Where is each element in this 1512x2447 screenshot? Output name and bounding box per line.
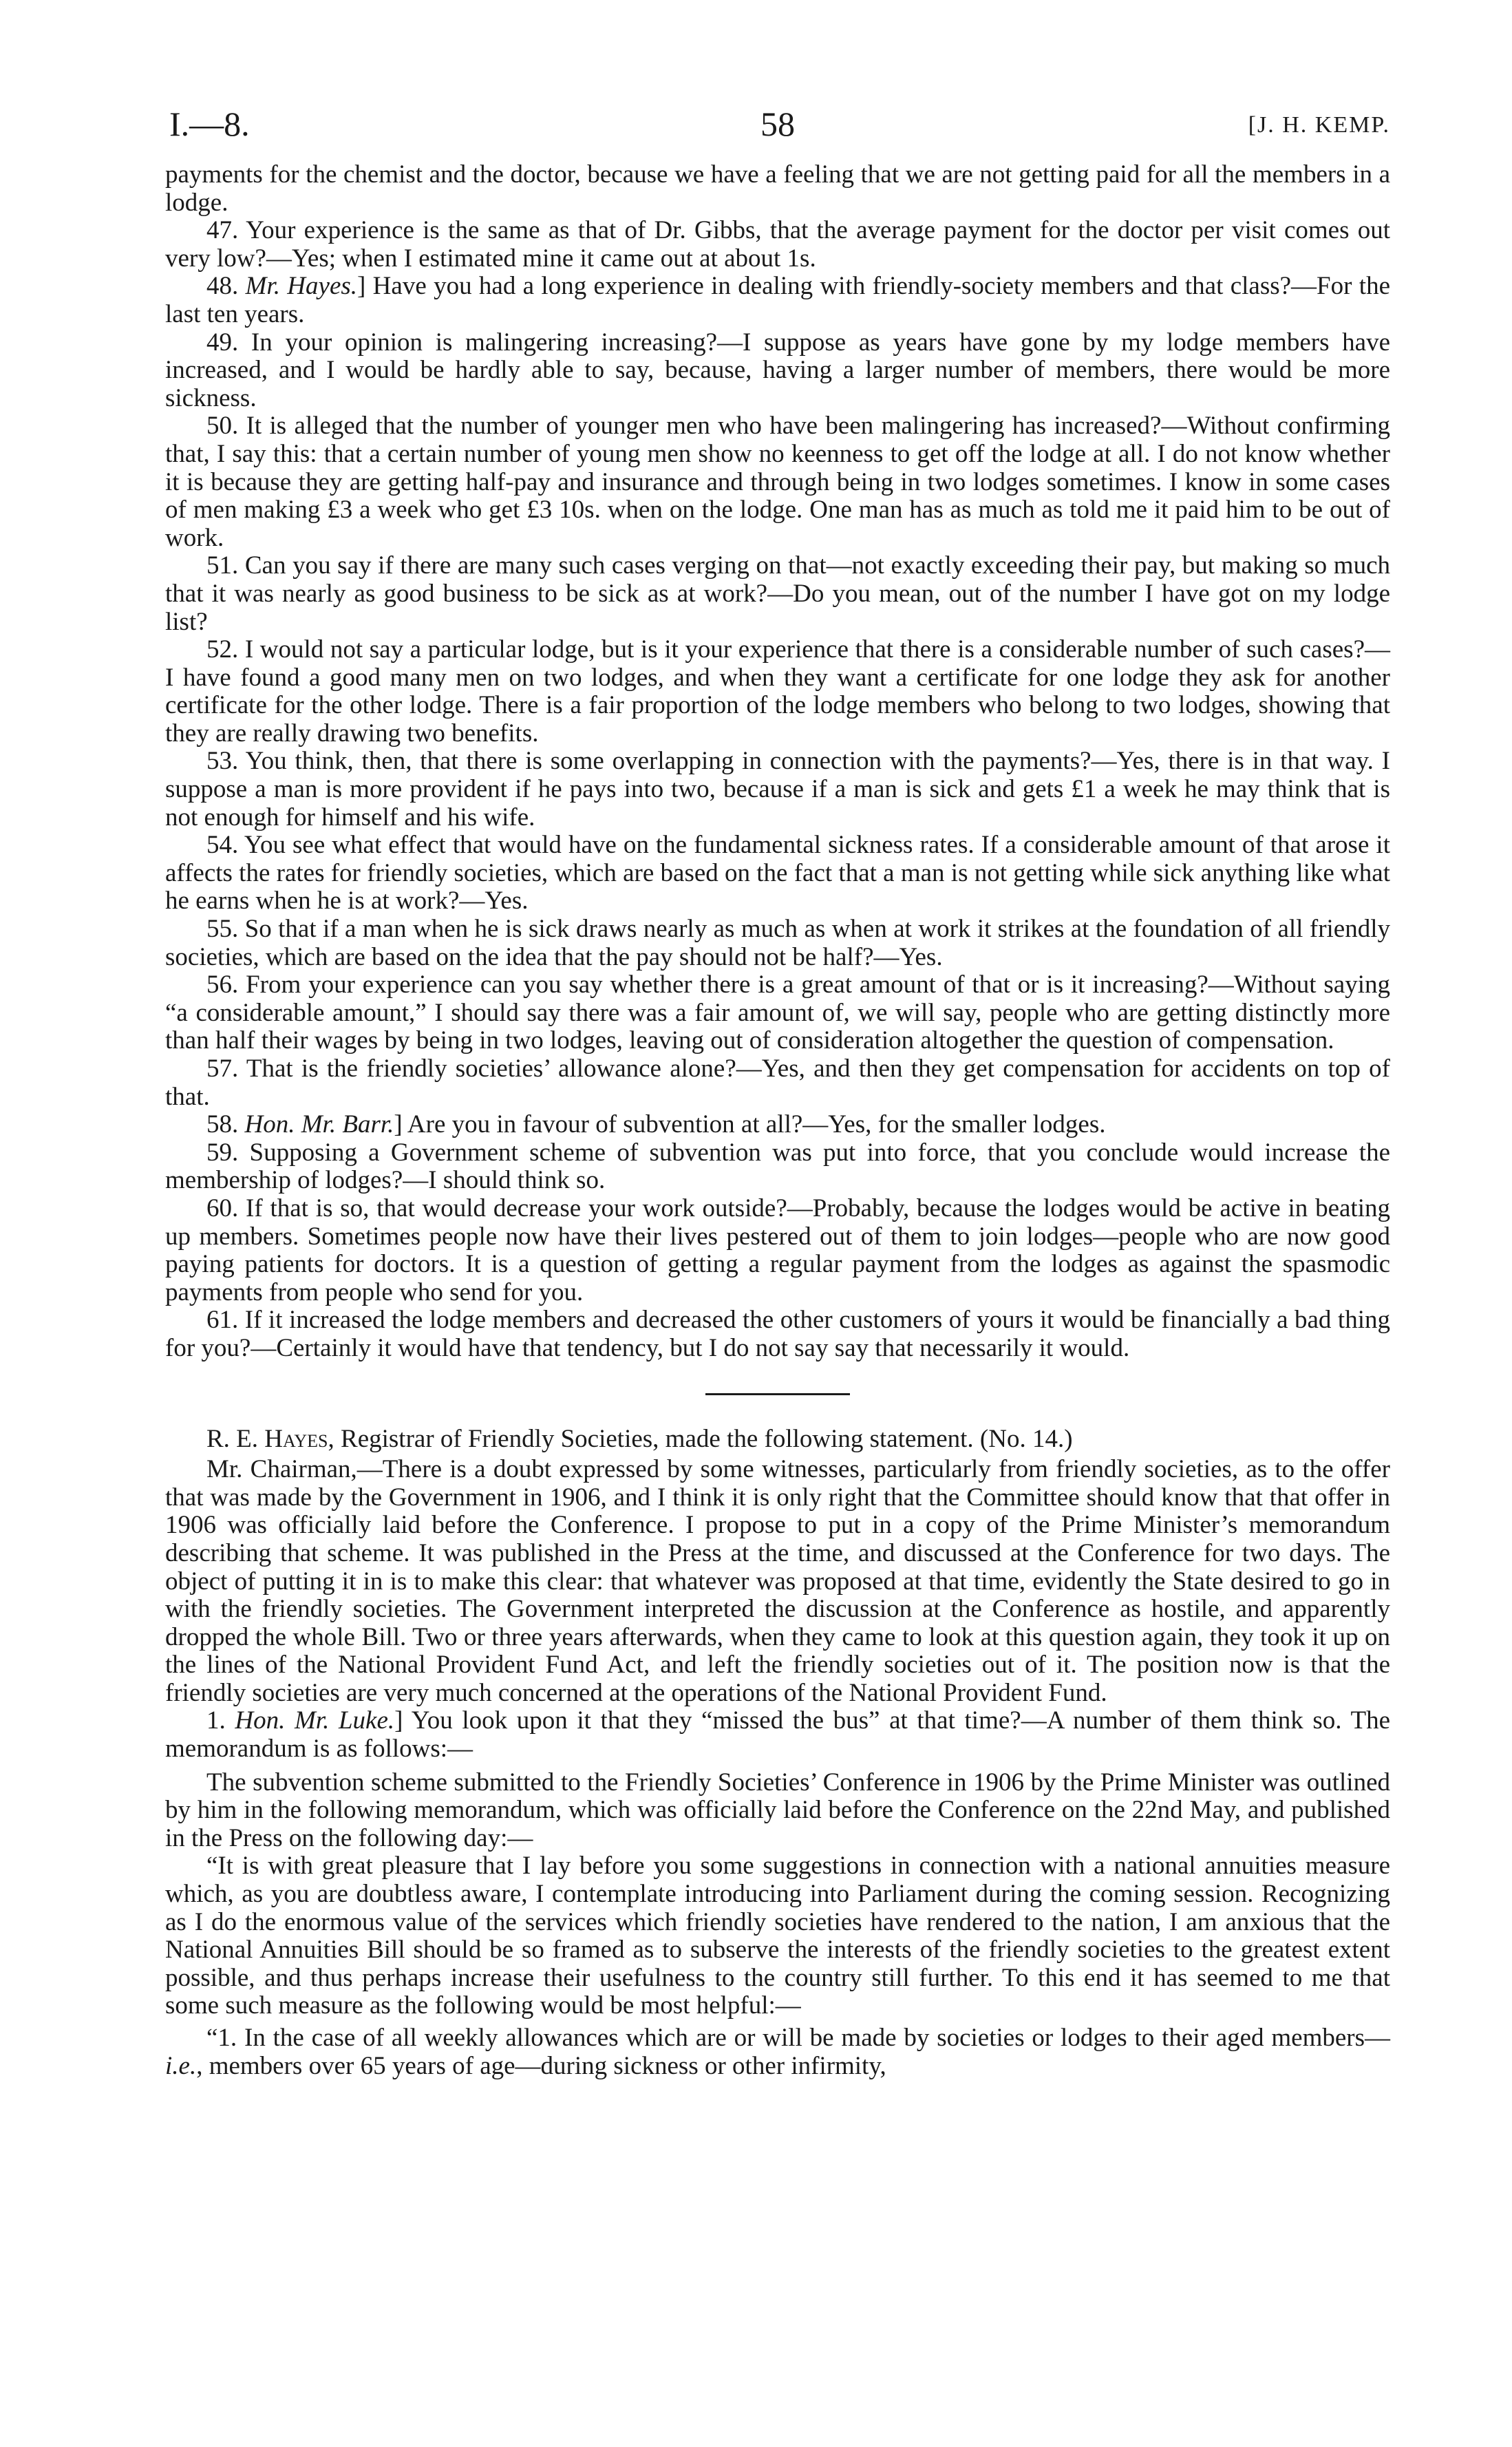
question-59: 59. Supposing a Government scheme of subvention was put into force, that you conclude would increase the membership of lodges?—I should think so.	[165, 1138, 1390, 1195]
document-page	[165, 103, 1390, 2080]
speaker-name: Mr. Hayes.	[245, 272, 358, 301]
question-list	[165, 217, 1390, 1362]
question-53: 53. You think, then, that there is some overlapping in connection with the payments?—Yes, there is in that way. I suppose a man is more provident if he pays into two, because if a man is sick and gets £1 a week he may think that is not enough for himself and his wife.	[165, 747, 1390, 831]
speaker-name: Hon. Mr. Luke.	[235, 1706, 395, 1735]
question-47: 47. Your experience is the same as that of Dr. Gibbs, that the average payment for the doctor per visit comes out very low?—Yes; when I estimated mine it came out at about 1s.	[165, 216, 1390, 273]
memorandum-introduction: The subvention scheme submitted to the Friendly Societies’ Conference in 1906 by the Prime Minister was outlined by him in the following memorandum, which was officially laid before the Conference on the 22nd May, and published in the Press on the following day:—	[165, 1768, 1390, 1852]
page-header	[165, 103, 1390, 161]
question-54: 54. You see what effect that would have on the fundamental sickness rates. If a considerable amount of that arose it affects the rates for friendly societies, which are based on the fact that a man is not getting while sick anything like what he earns when he is at work?—Yes.	[165, 831, 1390, 915]
question-61: 61. If it increased the lodge members and decreased the other customers of yours it would be financially a bad thing for you?—Certainly it would have that tendency, but I do not say say that necessarily it would.	[165, 1306, 1390, 1362]
question-48: 48. Mr. Hayes.] Have you had a long experience in dealing with friendly-society members and that class?—For the last ten years.	[165, 272, 1390, 328]
question-57: 57. That is the friendly societies’ allowance alone?—Yes, and then they get compensation for accidents on top of that.	[165, 1055, 1390, 1111]
witness-name: R. E. Hayes	[206, 1424, 328, 1453]
question-49: 49. In your opinion is malingering increasing?—I suppose as years have gone by my lodge members have increased, and I would be hardly able to say, because, having a larger number of members, there would be more sickness.	[165, 328, 1390, 412]
witness-introduction: R. E. Hayes, Registrar of Friendly Societies, made the following statement. (No. 14.)	[206, 1424, 1073, 1453]
memorandum-quote: “It is with great pleasure that I lay before you some suggestions in connection with a national annuities measure which, as you are doubtless aware, I contemplate introducing into Parliament during the coming session. Recognizing as I do the enormous value of the services which friendly societies have rendered to the nation, I am anxious that the National Annuities Bill should be so framed as to subserve the interests of the friendly societies to the greatest extent possible, and thus perhaps increase their usefulness to the country still further. To this end it has seemed to me that some such measure as the following would be most helpful:—	[165, 1852, 1390, 2020]
continuation-paragraph: payments for the chemist and the doctor, because we have a feeling that we are not getting paid for all the members in a lodge.	[165, 160, 1390, 217]
witness-reference: [J. H. KEMP.	[1248, 112, 1390, 138]
page-number: 58	[760, 105, 795, 143]
question-60: 60. If that is so, that would decrease your work outside?—Probably, because the lodges would be active in beating up members. Sometimes people now have their lives pestered out of them to join lodges—people who are now good paying patients for doctors. It is a question of getting a regular payment from the lodges as against the spasmodic payments from people who send for you.	[165, 1194, 1390, 1306]
question-56: 56. From your experience can you say whether there is a great amount of that or is it increasing?—Without saying “a considerable amount,” I should say there was a fair amount of, we will say, people who are getting distinctly more than half their wages by being in two lodges, leaving out of consideration altogether the question of compensation.	[165, 971, 1390, 1055]
memorandum-item-1: “1. In the case of all weekly allowances which are or will be made by societies or lodges to their aged members—i.e., members over 65 years of age—during sickness or other infirmity,	[165, 2024, 1390, 2080]
question-58: 58. Hon. Mr. Barr.] Are you in favour of subvention at all?—Yes, for the smaller lodges.	[206, 1110, 1106, 1139]
statement-paragraph: Mr. Chairman,—There is a doubt expressed by some witnesses, particularly from friendly societies, as to the offer that was made by the Government in 1906, and I think it is only right that the Committee should know that that offer in 1906 was officially laid before the Conference. I propose to put in a copy of the Prime Minister’s memorandum describing that scheme. It was published in the Press at the time, and discussed at the Conference for two days. The object of putting it in is to make this clear: that whatever was proposed at that time, evidently the State desired to go in with the friendly societies. The Government interpreted the discussion at the Conference as hostile, and apparently dropped the whole Bill. Two or three years afterwards, when they came to look at this question again, they took it up on the lines of the National Provident Fund Act, and left the friendly societies out of it. The position now is that the friendly societies are very much concerned at the operations of the National Provident Fund.	[165, 1455, 1390, 1707]
speaker-name: Hon. Mr. Barr.	[244, 1110, 394, 1139]
section-divider	[705, 1393, 850, 1395]
question-1: 1. Hon. Mr. Luke.] You look upon it that they “missed the bus” at that time?—A number of them think so. The memorandum is as follows:—	[165, 1706, 1391, 1763]
question-52: 52. I would not say a particular lodge, but is it your experience that there is a considerable number of such cases?—I have found a good many men on two lodges, and when they want a certificate for one lodge they ask for another certificate for the other lodge. There is a fair proportion of the lodge members who belong to two lodges, showing that they are really drawing two benefits.	[165, 635, 1390, 748]
question-50: 50. It is alleged that the number of younger men who have been malingering has increased?—Without confirming that, I say this: that a certain number of young men show no keenness to get off the lodge at all. I do not know whether it is because they are getting half-pay and insurance and through being in two lodges sometimes. I know in some cases of men making £3 a week who get £3 10s. when on the lodge. One man has as much as told me it paid him to be out of work.	[165, 412, 1390, 552]
document-reference: I.—8.	[169, 105, 250, 143]
question-51: 51. Can you say if there are many such cases verging on that—not exactly exceeding their pay, but making so much that it was nearly as good business to be sick as at work?—Do you mean, out of the number I have got on my lodge list?	[165, 551, 1390, 636]
question-55: 55. So that if a man when he is sick draws nearly as much as when at work it strikes at the foundation of all friendly societies, which are based on the idea that the pay should not be half?—Yes.	[165, 915, 1390, 971]
